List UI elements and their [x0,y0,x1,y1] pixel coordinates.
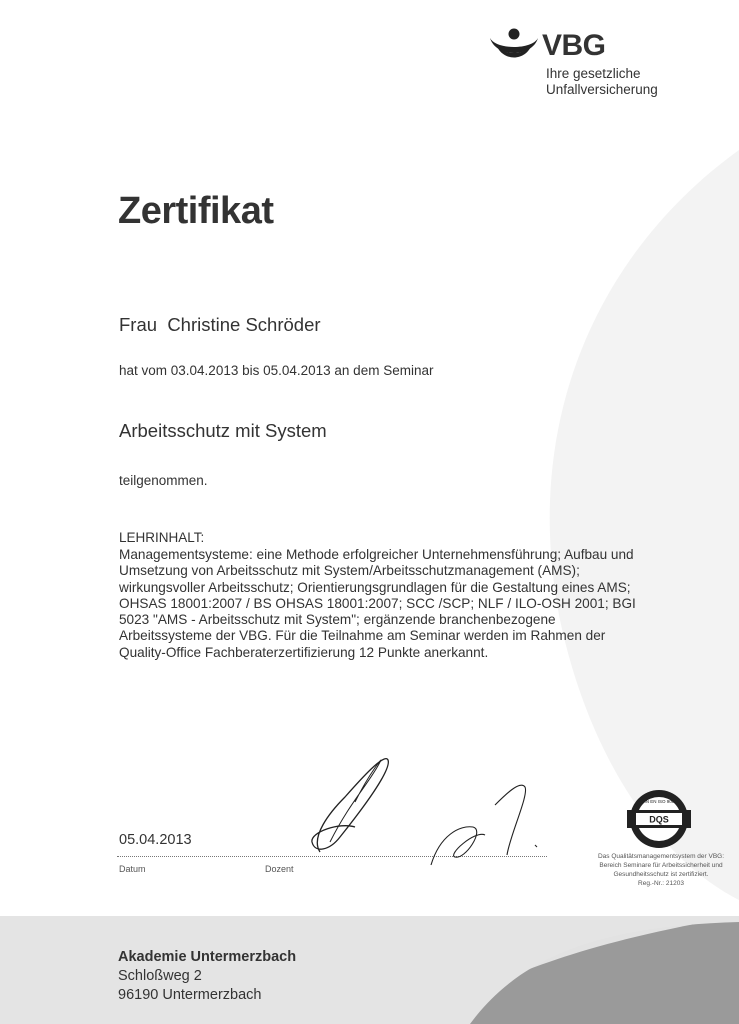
seal-caption-line3: Gesundheitsschutz ist zertifiziert. [613,871,709,878]
seal-caption [586,852,736,888]
recipient-name: Frau Christine Schröder [119,314,321,335]
svg-text:DQS: DQS [649,814,669,825]
logo-tagline-line2: Unfallversicherung [546,82,658,97]
logo-tagline-line1: Ihre gesetzliche [546,66,641,81]
footer-address [118,948,296,1005]
logo-name: VBG [542,29,606,62]
content-heading: LEHRINHALT: [119,530,205,545]
certificate-title: Zertifikat [118,190,274,232]
signature-date: 05.04.2013 [119,832,192,848]
footer-wave-decoration [0,916,739,1024]
date-label: Datum [119,864,146,874]
seal-top-text: DIN EN ISO 9001 [641,799,677,804]
lecturer-signature-1 [300,742,400,862]
seal-caption-line1: Das Qualitätsmanagementsystem der VBG: [597,853,725,860]
academy-name: Akademie Untermerzbach [118,949,297,965]
vbg-person-mark-icon [488,28,540,64]
seal-caption-line4: Reg.-Nr.: 21203 [638,880,684,887]
logo-tagline [546,66,726,98]
seal-caption-line2: Bereich Seminare für Arbeitssicherheit und [599,862,723,869]
academy-street: Schloßweg 2 [118,968,202,984]
lecturer-signature-2 [425,775,555,870]
seminar-period: hat vom 03.04.2013 bis 05.04.2013 an dem Seminar [119,363,434,378]
seminar-title: Arbeitsschutz mit System [119,420,327,441]
content-body: Managementsysteme: eine Methode erfolgreicher Unternehmensführung; Aufbau und Umsetzung von Arbeitsschutz mit System/Arbeitsschutzmanagement (AMS); wirkungsvoller Arbeitsschutz; Orientierungsgrundlagen für die Gestaltung eines AMS; OHSAS 18001:2007 / BS OHSAS 18001:2007; SCC /SCP; NLF / ILO-OSH 2001; BGI 5023 "AMS - Arbeitsschutz mit System"; ergänzende branchenbezogene Arbeitssysteme der VBG. Für die Teilnahme am Seminar werden im Rahmen der Quality-Office Fachberaterzertifizierung 12 Punkte anerkannt. [119,547,636,660]
academy-city: 96190 Untermerzbach [118,987,262,1003]
lecturer-label: Dozent [265,864,294,874]
participation-statement: teilgenommen. [119,473,208,488]
dqs-certification-seal-icon [622,788,696,850]
